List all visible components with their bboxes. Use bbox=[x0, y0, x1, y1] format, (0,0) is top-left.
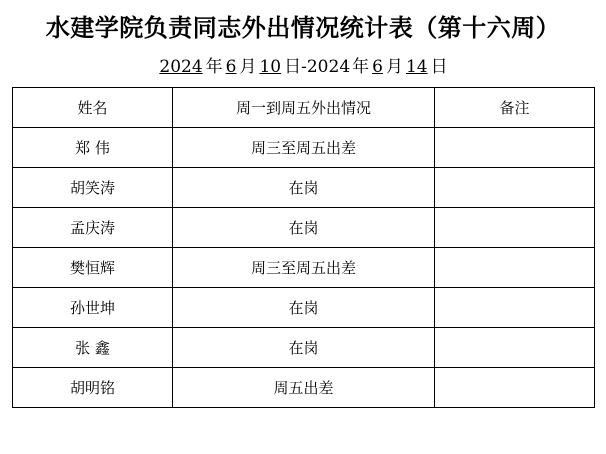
cell-remark bbox=[435, 288, 595, 328]
cell-status: 在岗 bbox=[173, 328, 435, 368]
date-year-unit: 年 bbox=[205, 56, 223, 77]
table-row bbox=[13, 248, 595, 288]
cell-remark bbox=[435, 328, 595, 368]
cell-remark bbox=[435, 248, 595, 288]
date-month-unit: 月 bbox=[239, 56, 257, 77]
cell-remark bbox=[435, 208, 595, 248]
column-header-remark: 备注 bbox=[435, 88, 595, 128]
cell-remark bbox=[435, 368, 595, 408]
table-row bbox=[13, 328, 595, 368]
cell-name: 孟庆涛 bbox=[13, 208, 173, 248]
cell-status: 在岗 bbox=[173, 288, 435, 328]
cell-name: 樊恒辉 bbox=[13, 248, 173, 288]
column-header-name: 姓名 bbox=[13, 88, 173, 128]
cell-status: 周三至周五出差 bbox=[173, 248, 435, 288]
date-end-month: 6 bbox=[372, 56, 383, 77]
table-header-row bbox=[13, 88, 595, 128]
cell-status: 在岗 bbox=[173, 208, 435, 248]
date-start-day: 10 bbox=[259, 56, 282, 77]
date-start-year: 2024 bbox=[159, 56, 203, 77]
cell-status: 周五出差 bbox=[173, 368, 435, 408]
date-end-year-unit: 年 bbox=[352, 56, 370, 77]
table-row bbox=[13, 168, 595, 208]
table-row bbox=[13, 368, 595, 408]
cell-name: 郑 伟 bbox=[13, 128, 173, 168]
date-range-line bbox=[12, 57, 594, 77]
cell-name: 胡笑涛 bbox=[13, 168, 173, 208]
cell-name: 张 鑫 bbox=[13, 328, 173, 368]
cell-status: 周三至周五出差 bbox=[173, 128, 435, 168]
cell-remark bbox=[435, 168, 595, 208]
cell-status: 在岗 bbox=[173, 168, 435, 208]
cell-name: 胡明铭 bbox=[13, 368, 173, 408]
date-day-unit-and-end-year: 日-2024 bbox=[284, 56, 351, 77]
date-end-month-unit: 月 bbox=[385, 56, 403, 77]
document-page bbox=[0, 14, 606, 454]
table-row bbox=[13, 288, 595, 328]
date-end-day: 14 bbox=[405, 56, 428, 77]
table-row bbox=[13, 208, 595, 248]
date-start-month: 6 bbox=[225, 56, 237, 77]
cell-name: 孙世坤 bbox=[13, 288, 173, 328]
page-title: 水建学院负责同志外出情况统计表（第十六周） bbox=[45, 13, 561, 42]
cell-remark bbox=[435, 128, 595, 168]
column-header-status: 周一到周五外出情况 bbox=[173, 88, 435, 128]
date-end-day-unit: 日 bbox=[430, 56, 448, 77]
absence-statistics-table bbox=[12, 87, 595, 408]
table-row bbox=[13, 128, 595, 168]
